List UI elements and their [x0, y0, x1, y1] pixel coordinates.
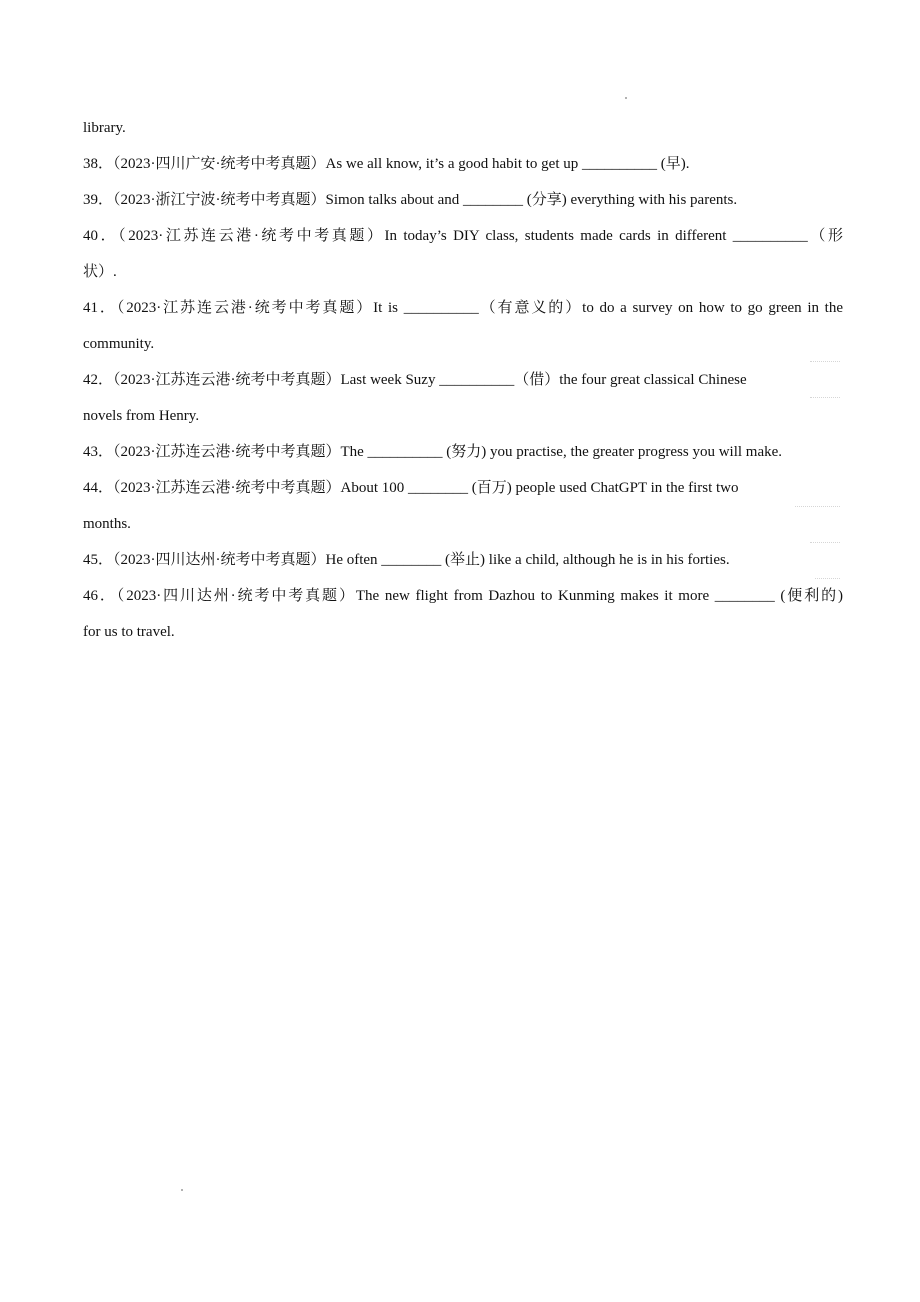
question-44: 44．（2023·江苏连云港·统考中考真题）About 100 ________ (百万) people used ChatGPT in the first two — [83, 480, 739, 496]
text-line: months. — [83, 516, 131, 532]
question-41: 41．（2023·江苏连云港·统考中考真题）It is __________（有意义的）to do a survey on how to go green in the — [83, 300, 843, 316]
question-38: 38．（2023·四川广安·统考中考真题）As we all know, it’s a good habit to get up __________ (早). — [83, 156, 690, 172]
question-45: 45．（2023·四川达州·统考中考真题）He often ________ (举止) like a child, although he is in his forties. — [83, 552, 730, 568]
question-46: 46．（2023·四川达州·统考中考真题）The new flight from Dazhou to Kunming makes it more ________ (便利的) — [83, 588, 843, 604]
text-line: for us to travel. — [83, 624, 175, 640]
question-43: 43．（2023·江苏连云港·统考中考真题）The __________ (努力) you practise, the greater progress you will make. — [83, 444, 783, 460]
question-42: 42．（2023·江苏连云港·统考中考真题）Last week Suzy __________（借）the four great classical Chinese — [83, 372, 747, 388]
text-line: novels from Henry. — [83, 408, 200, 424]
text-line: 状）. — [83, 264, 117, 280]
question-list — [83, 110, 843, 650]
question-39: 39．（2023·浙江宁波·统考中考真题）Simon talks about and ________ (分享) everything with his parents. — [83, 192, 738, 208]
bottom-page-mark — [181, 1189, 183, 1191]
top-page-mark — [625, 97, 627, 99]
question-40: 40．（2023·江苏连云港·统考中考真题）In today’s DIY class, students made cards in different __________（形 — [83, 228, 843, 244]
text-line: community. — [83, 336, 155, 352]
text-line: library. — [83, 120, 126, 136]
